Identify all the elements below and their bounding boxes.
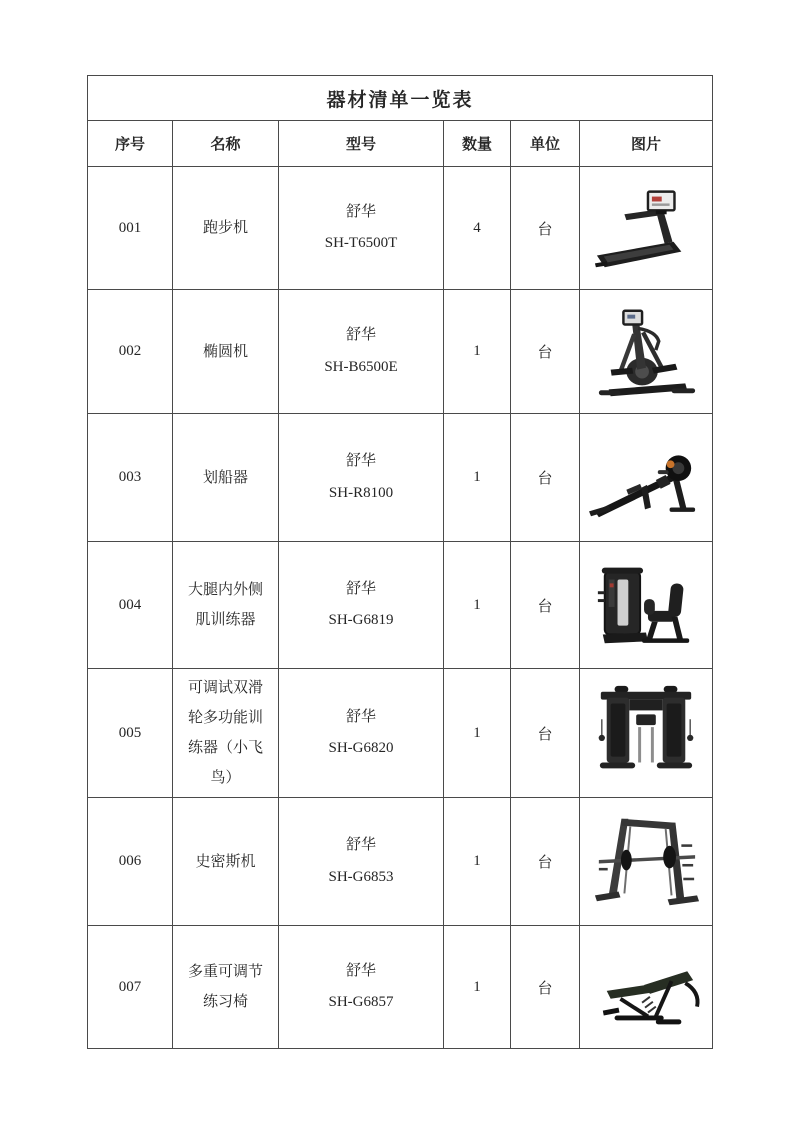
serial-number: 001 bbox=[88, 167, 173, 290]
model-number: SH-B6500E bbox=[324, 358, 398, 375]
serial-number: 004 bbox=[88, 542, 173, 669]
equipment-name: 划船器 bbox=[202, 469, 248, 486]
header-image: 图片 bbox=[580, 121, 713, 167]
equipment-name: 多重可调节练习椅 bbox=[187, 964, 263, 1010]
brand-name: 舒华 bbox=[345, 837, 376, 853]
unit: 台 bbox=[511, 669, 580, 798]
equipment-table bbox=[87, 75, 713, 1049]
equipment-name: 史密斯机 bbox=[195, 853, 256, 870]
model-number: SH-G6820 bbox=[328, 740, 394, 756]
model-number: SH-T6500T bbox=[324, 235, 398, 251]
quantity: 1 bbox=[444, 926, 511, 1049]
title-row bbox=[88, 76, 713, 121]
thigh-trainer-product-image bbox=[587, 550, 705, 660]
table-row-007 bbox=[88, 926, 713, 1049]
quantity: 4 bbox=[444, 167, 511, 290]
serial-number: 005 bbox=[88, 669, 173, 798]
treadmill-product-image bbox=[587, 173, 705, 283]
equipment-name: 跑步机 bbox=[202, 220, 248, 236]
table-row-003 bbox=[88, 414, 713, 542]
model-number: SH-G6819 bbox=[328, 612, 394, 628]
equipment-name: 可调试双滑轮多功能训练器（小飞鸟） bbox=[187, 680, 263, 786]
brand-name: 舒华 bbox=[345, 708, 376, 725]
model-number: SH-G6853 bbox=[328, 868, 394, 885]
unit: 台 bbox=[511, 414, 580, 542]
table-row-006 bbox=[88, 798, 713, 926]
smith-machine-product-image bbox=[587, 807, 705, 917]
unit: 台 bbox=[511, 290, 580, 414]
table-row-005 bbox=[88, 669, 713, 798]
serial-number: 007 bbox=[88, 926, 173, 1049]
adjustable-bench-product-image bbox=[587, 932, 705, 1042]
brand-name: 舒华 bbox=[345, 580, 376, 597]
brand-name: 舒华 bbox=[345, 962, 376, 979]
quantity: 1 bbox=[444, 290, 511, 414]
header-row bbox=[88, 121, 713, 167]
brand-name: 舒华 bbox=[345, 203, 376, 220]
table-row-001 bbox=[88, 167, 713, 290]
model-number: SH-G6857 bbox=[328, 994, 394, 1010]
serial-number: 006 bbox=[88, 798, 173, 926]
header-name: 名称 bbox=[173, 121, 279, 167]
quantity: 1 bbox=[444, 798, 511, 926]
serial-number: 003 bbox=[88, 414, 173, 542]
elliptical-product-image bbox=[587, 297, 705, 407]
unit: 台 bbox=[511, 542, 580, 669]
quantity: 1 bbox=[444, 414, 511, 542]
table-title: 器材清单一览表 bbox=[88, 76, 713, 121]
rowing-machine-product-image bbox=[587, 423, 705, 533]
header-serial-number: 序号 bbox=[88, 121, 173, 167]
quantity: 1 bbox=[444, 542, 511, 669]
serial-number: 002 bbox=[88, 290, 173, 414]
quantity: 1 bbox=[444, 669, 511, 798]
unit: 台 bbox=[511, 167, 580, 290]
unit: 台 bbox=[511, 926, 580, 1049]
unit: 台 bbox=[511, 798, 580, 926]
header-unit: 单位 bbox=[511, 121, 580, 167]
equipment-name: 大腿内外侧肌训练器 bbox=[187, 582, 263, 628]
table-row-002 bbox=[88, 290, 713, 414]
functional-trainer-product-image bbox=[587, 678, 705, 788]
model-number: SH-R8100 bbox=[328, 484, 394, 501]
brand-name: 舒华 bbox=[345, 453, 376, 469]
header-quantity: 数量 bbox=[444, 121, 511, 167]
header-model: 型号 bbox=[279, 121, 444, 167]
brand-name: 舒华 bbox=[345, 327, 376, 343]
table-row-004 bbox=[88, 542, 713, 669]
equipment-name: 椭圆机 bbox=[202, 343, 248, 360]
